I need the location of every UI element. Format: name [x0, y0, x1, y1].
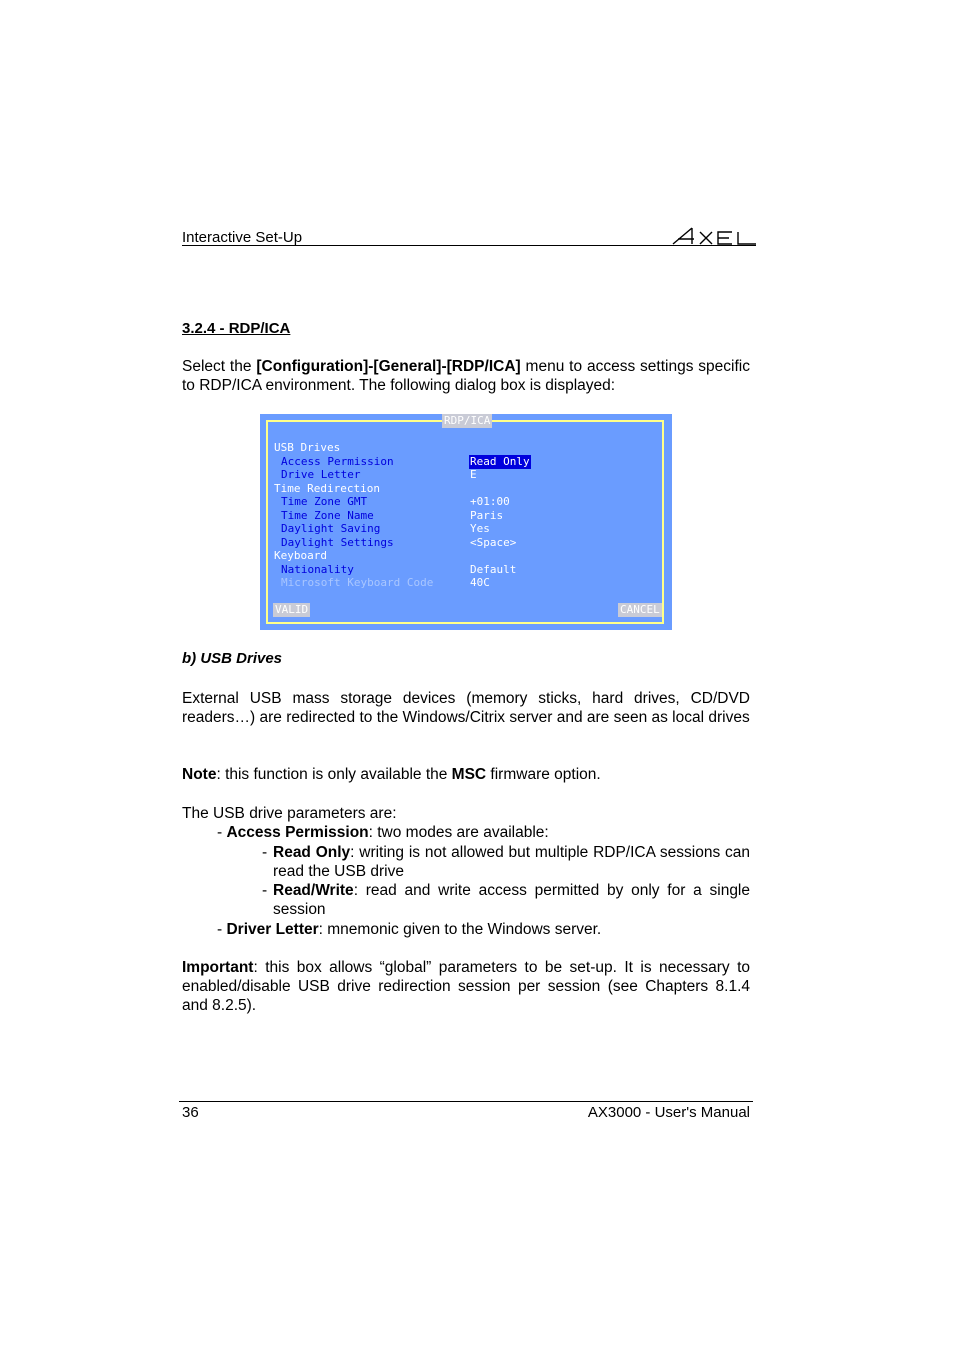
cancel-button[interactable]: CANCEL [620, 603, 660, 616]
access-permission-label[interactable]: Access Permission [281, 455, 394, 468]
group-keyboard: Keyboard [274, 549, 327, 562]
drive-letter-label[interactable]: Drive Letter [281, 468, 361, 481]
dialog-title: RDP/ICA [444, 414, 491, 427]
daylight-settings-label[interactable]: Daylight Settings [281, 536, 394, 549]
footer-rule [179, 1101, 753, 1102]
daylight-saving-label[interactable]: Daylight Saving [281, 522, 381, 535]
nationality-label[interactable]: Nationality [281, 563, 354, 576]
subbullet-read-write: - Read/Write: read and write access permitted by only for a single session [262, 882, 750, 918]
section-title: 3.2.4 - RDP/ICA [182, 320, 291, 337]
usb-drives-heading: b) USB Drives [182, 650, 283, 667]
valid-button[interactable]: VALID [275, 603, 309, 616]
intro-paragraph: Select the [Configuration]-[General]-[RDP/ICA] menu to access settings specific to RDP/ICA environment. The following dialog box is displayed: [182, 358, 750, 394]
ms-keyboard-code-label: Microsoft Keyboard Code [281, 576, 434, 589]
ms-keyboard-code-value: 40C [470, 576, 490, 589]
bullet-access-permission: - Access Permission: two modes are available: [217, 824, 549, 841]
daylight-settings-value[interactable]: <Space> [470, 536, 517, 549]
important-paragraph: Important: this box allows “global” parameters to be set-up. It is necessary to enabled/disable USB drive redirection session per session (see Chapters 8.1.4 and 8.2.5). [182, 959, 750, 1014]
menu-path: [Configuration]-[General]-[RDP/ICA] [256, 358, 521, 375]
page-number: 36 [182, 1104, 199, 1121]
time-zone-name-label[interactable]: Time Zone Name [281, 509, 374, 522]
nationality-value[interactable]: Default [470, 563, 517, 576]
rdp-ica-dialog [260, 414, 672, 630]
note-paragraph: Note: this function is only available the MSC firmware option. [182, 766, 601, 783]
axel-logo [670, 224, 758, 246]
usb-description-paragraph: External USB mass storage devices (memory sticks, hard drives, CD/DVD readers…) are redirected to the Windows/Citrix server and are seen as local drives [182, 690, 750, 726]
header-rule [182, 245, 756, 246]
header-section-name: Interactive Set-Up [182, 229, 303, 246]
group-time-redirection: Time Redirection [274, 482, 380, 495]
group-usb-drives: USB Drives [274, 441, 341, 454]
subbullet-read-only: - Read Only: writing is not allowed but multiple RDP/ICA sessions can read the USB drive [262, 844, 750, 880]
bullet-driver-letter: - Driver Letter: mnemonic given to the Windows server. [217, 921, 602, 938]
time-zone-gmt-value[interactable]: +01:00 [470, 495, 510, 508]
params-intro: The USB drive parameters are: [182, 805, 397, 822]
access-permission-value[interactable]: Read Only [470, 455, 530, 468]
footer-manual-title: AX3000 - User's Manual [587, 1104, 750, 1121]
drive-letter-value[interactable]: E [470, 468, 477, 481]
time-zone-gmt-label[interactable]: Time Zone GMT [281, 495, 368, 508]
time-zone-name-value[interactable]: Paris [470, 509, 504, 522]
daylight-saving-value[interactable]: Yes [470, 522, 490, 535]
